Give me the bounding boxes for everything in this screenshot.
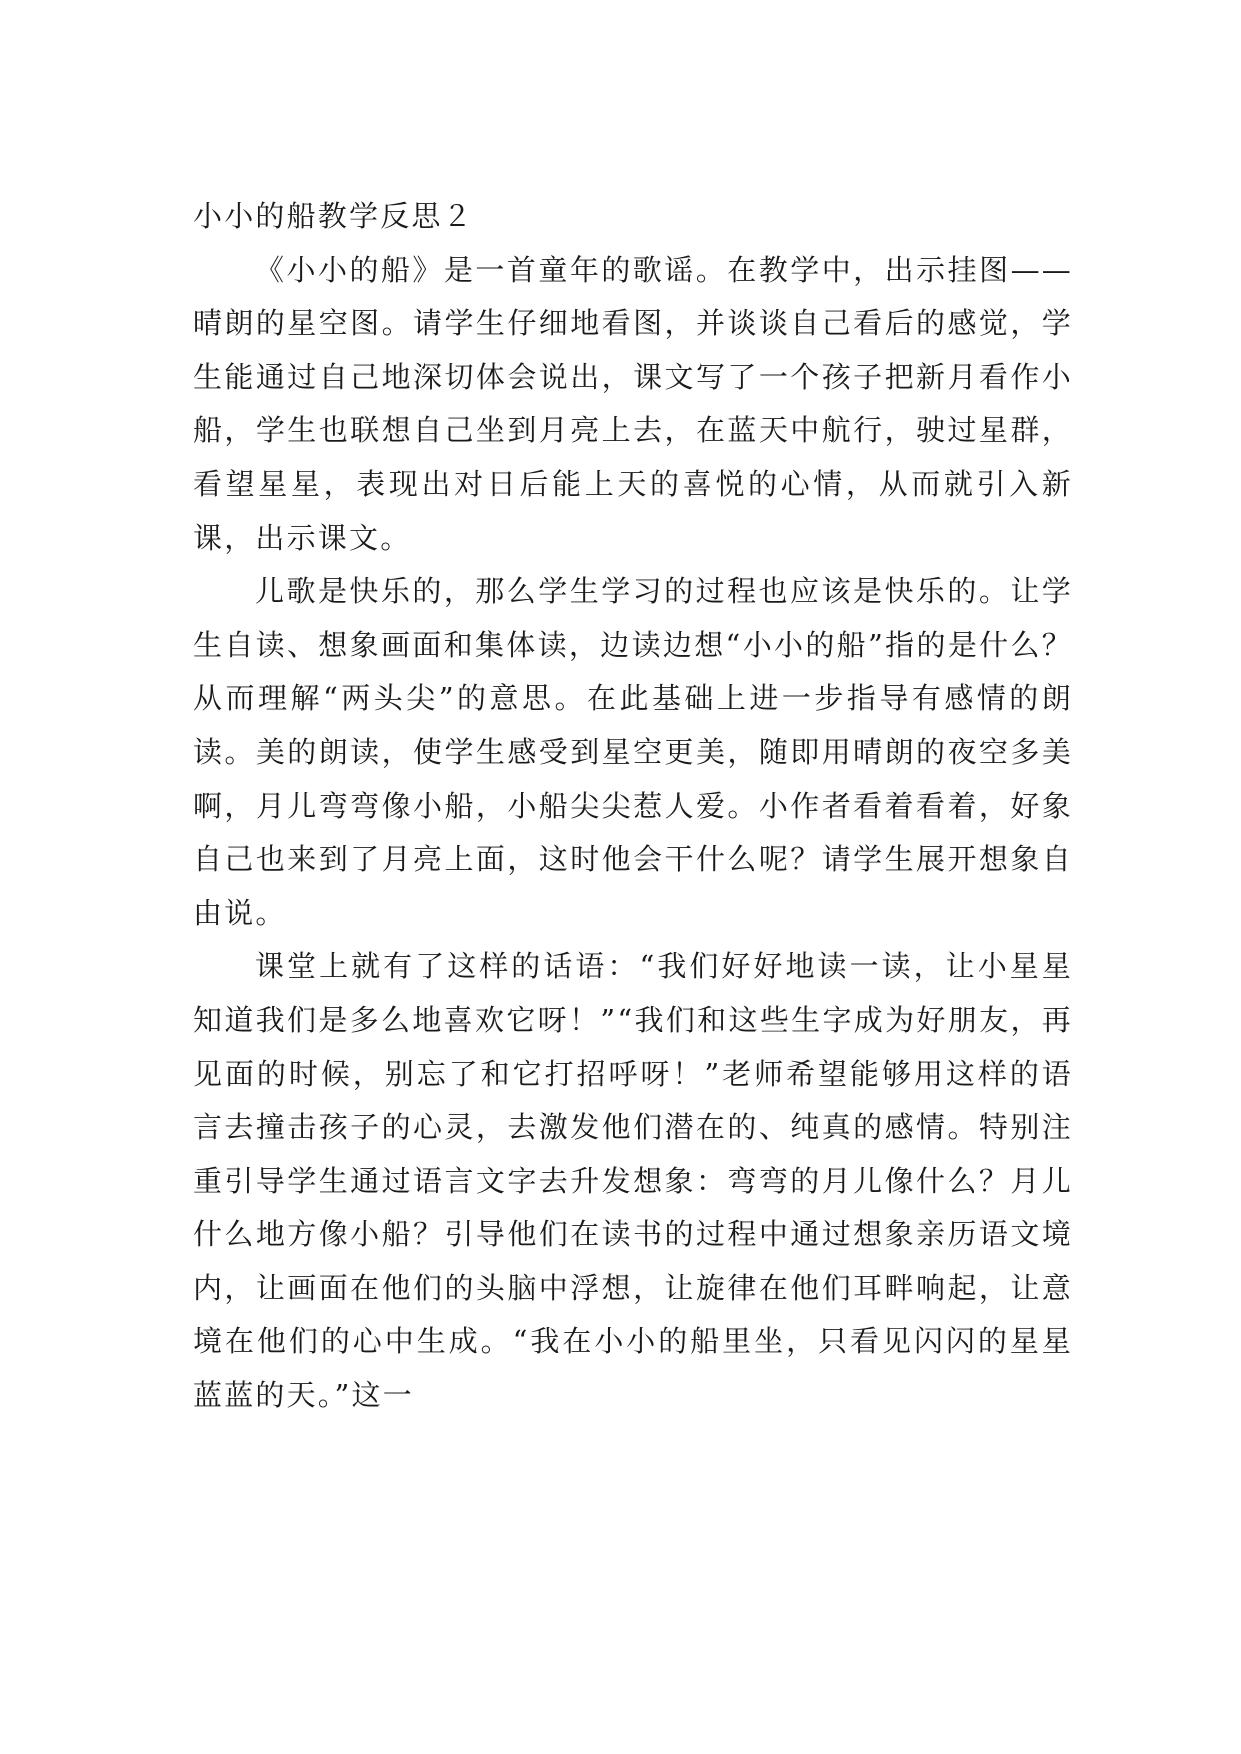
document-body bbox=[193, 190, 1073, 1423]
paragraph-3: 课堂上就有了这样的话语：“我们好好地读一读，让小星星知道我们是多么地喜欢它呀！”“我们和这些生字成为好朋友，再见面的时候，别忘了和它打招呼呀！”老师希望能够用这样的语言去撞击孩子的心灵，去激发他们潜在的、纯真的感情。特别注重引导学生通过语言文字去升发想象：弯弯的月儿像什么？月儿什么地方像小船？引导他们在读书的过程中通过想象亲历语文境内，让画面在他们的头脑中浮想，让旋律在他们耳畔响起，让意境在他们的心中生成。“我在小小的船里坐，只看见闪闪的星星蓝蓝的天。”这一 bbox=[193, 949, 1073, 1413]
paragraph-2: 儿歌是快乐的，那么学生学习的过程也应该是快乐的。让学生自读、想象画面和集体读，边读边想“小小的船”指的是什么？从而理解“两头尖”的意思。在此基础上进一步指导有感情的朗读。美的朗读，使学生感受到星空更美，随即用晴朗的夜空多美啊，月儿弯弯像小船，小船尖尖惹人爱。小作者看着看着，好象自己也来到了月亮上面，这时他会干什么呢？请学生展开想象自由说。 bbox=[193, 574, 1073, 930]
paragraph-1: 《小小的船》是一首童年的歌谣。在教学中，出示挂图——晴朗的星空图。请学生仔细地看图，并谈谈自己看后的感觉，学生能通过自己地深切体会说出，课文写了一个孩子把新月看作小船，学生也联想自己坐到月亮上去，在蓝天中航行，驶过星群，看望星星，表现出对日后能上天的喜悦的心情，从而就引入新课，出示课文。 bbox=[193, 252, 1073, 555]
document-title: 小小的船教学反思２ bbox=[193, 199, 474, 233]
